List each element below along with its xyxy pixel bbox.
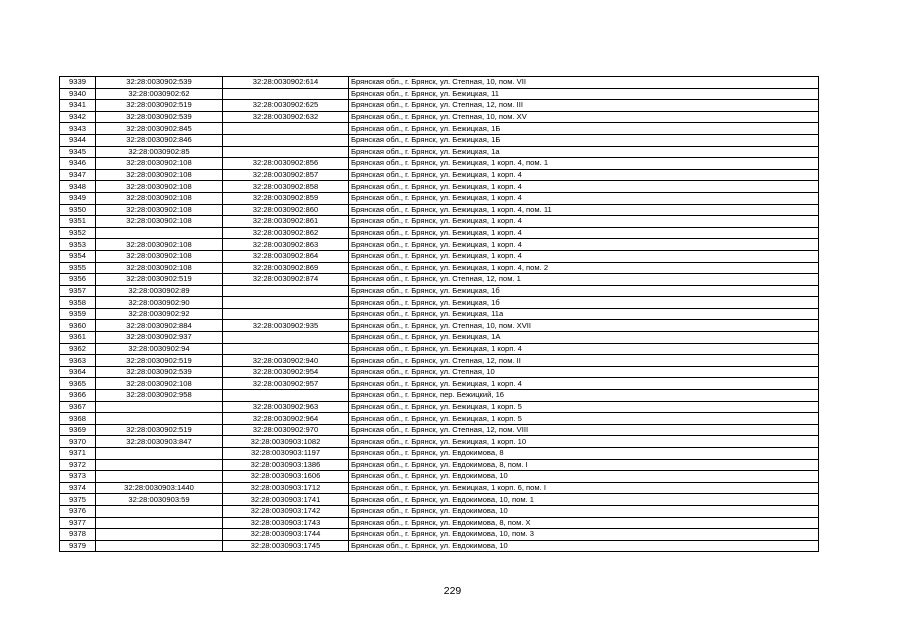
row-number-cell: 9346: [60, 158, 96, 170]
land-cadastral-number-cell: 32:28:0030903:1440: [96, 482, 223, 494]
row-number-cell: 9357: [60, 285, 96, 297]
table-row: [60, 77, 819, 89]
object-cadastral-number-cell: [223, 332, 349, 344]
table-row: [60, 169, 819, 181]
address-cell: Брянская обл., г. Брянск, ул. Степная, 10: [349, 366, 819, 378]
row-number-cell: 9363: [60, 355, 96, 367]
object-cadastral-number-cell: 32:28:0030902:860: [223, 204, 349, 216]
land-cadastral-number-cell: 32:28:0030902:539: [96, 366, 223, 378]
registry-table: [59, 76, 819, 552]
object-cadastral-number-cell: 32:28:0030902:864: [223, 250, 349, 262]
table-row: [60, 494, 819, 506]
row-number-cell: 9369: [60, 424, 96, 436]
object-cadastral-number-cell: 32:28:0030902:964: [223, 413, 349, 425]
land-cadastral-number-cell: 32:28:0030902:519: [96, 100, 223, 112]
address-cell: Брянская обл., г. Брянск, ул. Бежицкая, 1 корп. 5: [349, 401, 819, 413]
table-row: [60, 355, 819, 367]
table-row: [60, 505, 819, 517]
row-number-cell: 9375: [60, 494, 96, 506]
row-number-cell: 9378: [60, 529, 96, 541]
row-number-cell: 9370: [60, 436, 96, 448]
object-cadastral-number-cell: 32:28:0030903:1741: [223, 494, 349, 506]
address-cell: Брянская обл., г. Брянск, ул. Степная, 12, пом. VIII: [349, 424, 819, 436]
address-cell: Брянская обл., г. Брянск, ул. Бежицкая, 1Б: [349, 123, 819, 135]
address-cell: Брянская обл., г. Брянск, ул. Бежицкая, 1Б: [349, 134, 819, 146]
land-cadastral-number-cell: 32:28:0030902:108: [96, 262, 223, 274]
table-row: [60, 216, 819, 228]
land-cadastral-number-cell: 32:28:0030902:958: [96, 390, 223, 402]
address-cell: Брянская обл., г. Брянск, ул. Евдокимова, 10, пом. 3: [349, 529, 819, 541]
object-cadastral-number-cell: 32:28:0030902:957: [223, 378, 349, 390]
row-number-cell: 9379: [60, 540, 96, 552]
land-cadastral-number-cell: 32:28:0030902:539: [96, 111, 223, 123]
land-cadastral-number-cell: 32:28:0030902:108: [96, 216, 223, 228]
object-cadastral-number-cell: 32:28:0030902:861: [223, 216, 349, 228]
table-row: [60, 297, 819, 309]
land-cadastral-number-cell: [96, 471, 223, 483]
table-row: [60, 308, 819, 320]
row-number-cell: 9345: [60, 146, 96, 158]
object-cadastral-number-cell: 32:28:0030902:856: [223, 158, 349, 170]
object-cadastral-number-cell: 32:28:0030902:858: [223, 181, 349, 193]
table-row: [60, 378, 819, 390]
table-row: [60, 262, 819, 274]
object-cadastral-number-cell: 32:28:0030903:1082: [223, 436, 349, 448]
row-number-cell: 9367: [60, 401, 96, 413]
address-cell: Брянская обл., г. Брянск, ул. Бежицкая, 1 корп. 4: [349, 192, 819, 204]
land-cadastral-number-cell: 32:28:0030902:519: [96, 274, 223, 286]
address-cell: Брянская обл., г. Брянск, ул. Бежицкая, 1 корп. 10: [349, 436, 819, 448]
land-cadastral-number-cell: 32:28:0030902:108: [96, 239, 223, 251]
row-number-cell: 9347: [60, 169, 96, 181]
land-cadastral-number-cell: 32:28:0030902:92: [96, 308, 223, 320]
row-number-cell: 9348: [60, 181, 96, 193]
land-cadastral-number-cell: 32:28:0030902:519: [96, 355, 223, 367]
table-row: [60, 343, 819, 355]
object-cadastral-number-cell: [223, 343, 349, 355]
object-cadastral-number-cell: 32:28:0030903:1606: [223, 471, 349, 483]
land-cadastral-number-cell: 32:28:0030902:85: [96, 146, 223, 158]
table-row: [60, 424, 819, 436]
address-cell: Брянская обл., г. Брянск, ул. Бежицкая, 1 корп. 6, пом. I: [349, 482, 819, 494]
table-row: [60, 471, 819, 483]
table-row: [60, 274, 819, 286]
land-cadastral-number-cell: 32:28:0030902:94: [96, 343, 223, 355]
address-cell: Брянская обл., г. Брянск, ул. Бежицкая, 1 корп. 4: [349, 250, 819, 262]
object-cadastral-number-cell: [223, 390, 349, 402]
land-cadastral-number-cell: 32:28:0030902:108: [96, 169, 223, 181]
table-row: [60, 100, 819, 112]
table-row: [60, 448, 819, 460]
land-cadastral-number-cell: [96, 540, 223, 552]
address-cell: Брянская обл., г. Брянск, ул. Бежицкая, 1б: [349, 297, 819, 309]
row-number-cell: 9373: [60, 471, 96, 483]
address-cell: Брянская обл., г. Брянск, ул. Бежицкая, 1а: [349, 146, 819, 158]
address-cell: Брянская обл., г. Брянск, ул. Евдокимова, 10: [349, 540, 819, 552]
object-cadastral-number-cell: 32:28:0030903:1745: [223, 540, 349, 552]
address-cell: Брянская обл., г. Брянск, ул. Бежицкая, 11а: [349, 308, 819, 320]
table-row: [60, 482, 819, 494]
land-cadastral-number-cell: 32:28:0030902:108: [96, 192, 223, 204]
address-cell: Брянская обл., г. Брянск, ул. Бежицкая, 1 корп. 4: [349, 169, 819, 181]
object-cadastral-number-cell: [223, 308, 349, 320]
row-number-cell: 9352: [60, 227, 96, 239]
row-number-cell: 9368: [60, 413, 96, 425]
land-cadastral-number-cell: 32:28:0030902:539: [96, 77, 223, 89]
row-number-cell: 9344: [60, 134, 96, 146]
row-number-cell: 9339: [60, 77, 96, 89]
object-cadastral-number-cell: 32:28:0030902:874: [223, 274, 349, 286]
address-cell: Брянская обл., г. Брянск, ул. Степная, 12, пом. II: [349, 355, 819, 367]
land-cadastral-number-cell: [96, 413, 223, 425]
address-cell: Брянская обл., г. Брянск, ул. Бежицкая, 1 корп. 5: [349, 413, 819, 425]
table-row: [60, 227, 819, 239]
address-cell: Брянская обл., г. Брянск, ул. Евдокимова, 8, пом. X: [349, 517, 819, 529]
object-cadastral-number-cell: 32:28:0030903:1742: [223, 505, 349, 517]
address-cell: Брянская обл., г. Брянск, ул. Евдокимова, 10, пом. 1: [349, 494, 819, 506]
land-cadastral-number-cell: 32:28:0030902:89: [96, 285, 223, 297]
row-number-cell: 9354: [60, 250, 96, 262]
row-number-cell: 9361: [60, 332, 96, 344]
table-row: [60, 146, 819, 158]
land-cadastral-number-cell: 32:28:0030902:108: [96, 204, 223, 216]
table-row: [60, 158, 819, 170]
address-cell: Брянская обл., г. Брянск, ул. Бежицкая, 1 корп. 4: [349, 181, 819, 193]
address-cell: Брянская обл., г. Брянск, ул. Бежицкая, 1 корп. 4: [349, 378, 819, 390]
address-cell: Брянская обл., г. Брянск, ул. Евдокимова, 8, пом. I: [349, 459, 819, 471]
address-cell: Брянская обл., г. Брянск, ул. Степная, 10, пом. VII: [349, 77, 819, 89]
object-cadastral-number-cell: [223, 285, 349, 297]
object-cadastral-number-cell: 32:28:0030902:625: [223, 100, 349, 112]
table-row: [60, 540, 819, 552]
row-number-cell: 9341: [60, 100, 96, 112]
object-cadastral-number-cell: [223, 88, 349, 100]
table-row: [60, 401, 819, 413]
address-cell: Брянская обл., г. Брянск, ул. Бежицкая, 1 корп. 4, пом. 2: [349, 262, 819, 274]
address-cell: Брянская обл., г. Брянск, ул. Бежицкая, 11: [349, 88, 819, 100]
address-cell: Брянская обл., г. Брянск, ул. Бежицкая, 1 корп. 4, пом. 1: [349, 158, 819, 170]
table-row: [60, 413, 819, 425]
table-row: [60, 134, 819, 146]
row-number-cell: 9365: [60, 378, 96, 390]
table-row: [60, 111, 819, 123]
address-cell: Брянская обл., г. Брянск, ул. Степная, 10, пом. XVII: [349, 320, 819, 332]
row-number-cell: 9353: [60, 239, 96, 251]
address-cell: Брянская обл., г. Брянск, ул. Степная, 12, пом. 1: [349, 274, 819, 286]
land-cadastral-number-cell: 32:28:0030902:519: [96, 424, 223, 436]
table-row: [60, 436, 819, 448]
address-cell: Брянская обл., г. Брянск, ул. Бежицкая, 1б: [349, 285, 819, 297]
object-cadastral-number-cell: 32:28:0030902:859: [223, 192, 349, 204]
object-cadastral-number-cell: 32:28:0030902:857: [223, 169, 349, 181]
table-row: [60, 332, 819, 344]
object-cadastral-number-cell: 32:28:0030902:963: [223, 401, 349, 413]
table-row: [60, 529, 819, 541]
land-cadastral-number-cell: [96, 448, 223, 460]
row-number-cell: 9343: [60, 123, 96, 135]
address-cell: Брянская обл., г. Брянск, ул. Бежицкая, 1А: [349, 332, 819, 344]
row-number-cell: 9371: [60, 448, 96, 460]
row-number-cell: 9377: [60, 517, 96, 529]
row-number-cell: 9356: [60, 274, 96, 286]
land-cadastral-number-cell: [96, 529, 223, 541]
row-number-cell: 9350: [60, 204, 96, 216]
address-cell: Брянская обл., г. Брянск, ул. Бежицкая, 1 корп. 4: [349, 343, 819, 355]
table-row: [60, 123, 819, 135]
object-cadastral-number-cell: 32:28:0030903:1386: [223, 459, 349, 471]
table-row: [60, 459, 819, 471]
object-cadastral-number-cell: 32:28:0030902:863: [223, 239, 349, 251]
object-cadastral-number-cell: 32:28:0030902:869: [223, 262, 349, 274]
table-row: [60, 88, 819, 100]
object-cadastral-number-cell: [223, 134, 349, 146]
land-cadastral-number-cell: 32:28:0030902:108: [96, 181, 223, 193]
object-cadastral-number-cell: 32:28:0030902:940: [223, 355, 349, 367]
object-cadastral-number-cell: 32:28:0030902:614: [223, 77, 349, 89]
table-row: [60, 285, 819, 297]
land-cadastral-number-cell: [96, 459, 223, 471]
address-cell: Брянская обл., г. Брянск, ул. Евдокимова, 8: [349, 448, 819, 460]
row-number-cell: 9364: [60, 366, 96, 378]
address-cell: Брянская обл., г. Брянск, ул. Бежицкая, 1 корп. 4: [349, 239, 819, 251]
land-cadastral-number-cell: 32:28:0030903:59: [96, 494, 223, 506]
land-cadastral-number-cell: 32:28:0030902:846: [96, 134, 223, 146]
table-row: [60, 181, 819, 193]
row-number-cell: 9360: [60, 320, 96, 332]
land-cadastral-number-cell: 32:28:0030902:108: [96, 378, 223, 390]
table-row: [60, 204, 819, 216]
object-cadastral-number-cell: [223, 123, 349, 135]
address-cell: Брянская обл., г. Брянск, ул. Евдокимова, 10: [349, 471, 819, 483]
land-cadastral-number-cell: [96, 401, 223, 413]
page-number: 229: [443, 585, 462, 597]
object-cadastral-number-cell: 32:28:0030902:970: [223, 424, 349, 436]
registry-table-body: [60, 77, 819, 552]
table-row: [60, 192, 819, 204]
land-cadastral-number-cell: 32:28:0030902:62: [96, 88, 223, 100]
land-cadastral-number-cell: [96, 227, 223, 239]
object-cadastral-number-cell: 32:28:0030902:935: [223, 320, 349, 332]
table-row: [60, 366, 819, 378]
object-cadastral-number-cell: 32:28:0030903:1744: [223, 529, 349, 541]
address-cell: Брянская обл., г. Брянск, ул. Бежицкая, 1 корп. 4: [349, 216, 819, 228]
address-cell: Брянская обл., г. Брянск, ул. Евдокимова, 10: [349, 505, 819, 517]
row-number-cell: 9358: [60, 297, 96, 309]
table-row: [60, 239, 819, 251]
object-cadastral-number-cell: [223, 146, 349, 158]
land-cadastral-number-cell: 32:28:0030902:884: [96, 320, 223, 332]
land-cadastral-number-cell: 32:28:0030902:845: [96, 123, 223, 135]
row-number-cell: 9355: [60, 262, 96, 274]
land-cadastral-number-cell: 32:28:0030903:847: [96, 436, 223, 448]
row-number-cell: 9374: [60, 482, 96, 494]
object-cadastral-number-cell: 32:28:0030902:862: [223, 227, 349, 239]
table-row: [60, 250, 819, 262]
object-cadastral-number-cell: 32:28:0030902:632: [223, 111, 349, 123]
row-number-cell: 9342: [60, 111, 96, 123]
object-cadastral-number-cell: 32:28:0030903:1197: [223, 448, 349, 460]
object-cadastral-number-cell: 32:28:0030903:1712: [223, 482, 349, 494]
land-cadastral-number-cell: [96, 505, 223, 517]
address-cell: Брянская обл., г. Брянск, ул. Степная, 12, пом. III: [349, 100, 819, 112]
address-cell: Брянская обл., г. Брянск, ул. Бежицкая, 1 корп. 4: [349, 227, 819, 239]
object-cadastral-number-cell: 32:28:0030902:954: [223, 366, 349, 378]
row-number-cell: 9372: [60, 459, 96, 471]
row-number-cell: 9376: [60, 505, 96, 517]
land-cadastral-number-cell: 32:28:0030902:937: [96, 332, 223, 344]
land-cadastral-number-cell: 32:28:0030902:108: [96, 250, 223, 262]
land-cadastral-number-cell: [96, 517, 223, 529]
object-cadastral-number-cell: 32:28:0030903:1743: [223, 517, 349, 529]
object-cadastral-number-cell: [223, 297, 349, 309]
row-number-cell: 9366: [60, 390, 96, 402]
table-row: [60, 517, 819, 529]
land-cadastral-number-cell: 32:28:0030902:108: [96, 158, 223, 170]
row-number-cell: 9351: [60, 216, 96, 228]
row-number-cell: 9359: [60, 308, 96, 320]
table-row: [60, 320, 819, 332]
address-cell: Брянская обл., г. Брянск, пер. Бежицкий, 16: [349, 390, 819, 402]
row-number-cell: 9340: [60, 88, 96, 100]
row-number-cell: 9349: [60, 192, 96, 204]
address-cell: Брянская обл., г. Брянск, ул. Степная, 10, пом. XV: [349, 111, 819, 123]
table-row: [60, 390, 819, 402]
row-number-cell: 9362: [60, 343, 96, 355]
land-cadastral-number-cell: 32:28:0030902:90: [96, 297, 223, 309]
address-cell: Брянская обл., г. Брянск, ул. Бежицкая, 1 корп. 4, пом. 11: [349, 204, 819, 216]
